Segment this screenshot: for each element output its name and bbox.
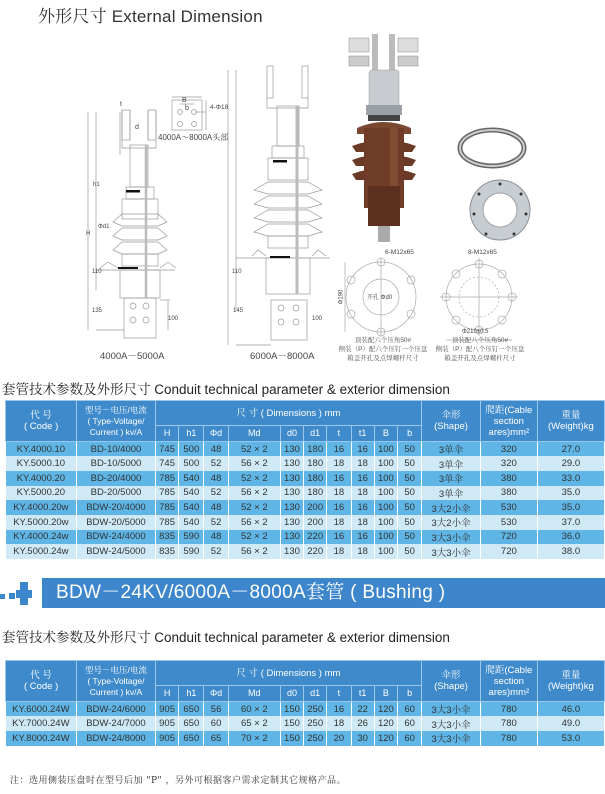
table-cell: 18 (327, 544, 352, 559)
table-cell: 150 (280, 731, 304, 746)
col-header-code (6, 661, 77, 702)
table-cell: 16 (327, 471, 352, 486)
header-text: ares)mm² (488, 686, 530, 698)
header-text: 伞形 (441, 670, 461, 681)
table-cell: 3大3小伞 (422, 544, 481, 559)
table-cell: BD-20/4000 (77, 471, 155, 486)
col-header-H: H (155, 686, 179, 702)
col-header-d1: d1 (304, 426, 327, 442)
dim-label-phid1: Φd1 (98, 224, 110, 230)
header-text: 爬距(Cable (485, 664, 533, 676)
table-cell: 60 (398, 716, 422, 731)
table-cell: BDW-24/6000 (77, 702, 155, 717)
left-drawing-caption: 4000A－5000A (100, 351, 165, 362)
table-cell: 720 (480, 530, 537, 545)
dim-label-H: H (86, 231, 91, 237)
table-cell: 250 (304, 702, 327, 717)
header-text: section (493, 675, 524, 687)
table-cell: KY.5000.24w (6, 544, 77, 559)
col-header-type (77, 401, 155, 442)
table-cell: KY.5000.10 (6, 456, 77, 471)
table-cell: 35.0 (537, 500, 604, 515)
header-text: 型号－电压/电流 (85, 664, 147, 675)
table-row (6, 716, 605, 731)
table-cell: 780 (480, 702, 537, 717)
page-title: 外形尺寸 External Dimension (38, 7, 263, 26)
col-header-code (6, 401, 77, 442)
table-cell: 150 (280, 716, 304, 731)
flange8-note (430, 336, 530, 363)
table-cell: 3大2小伞 (422, 515, 481, 530)
header-text: Current ) kv/A (89, 426, 143, 437)
spec-table-2-body (6, 702, 605, 746)
table-cell: BD-10/5000 (77, 456, 155, 471)
table-cell: 36.0 (537, 530, 604, 545)
table-cell: 16 (327, 702, 352, 717)
table-cell: 30 (351, 731, 374, 746)
table-cell: 60 (204, 716, 229, 731)
table-cell: 320 (480, 442, 537, 457)
table-cell: 905 (155, 716, 179, 731)
section1-heading: 套管技术参数及外形尺寸 Conduit technical parameter & exterior dimension (2, 382, 450, 397)
header-text: 爬距(Cable (485, 404, 533, 416)
flange6-bolt-label: 6-M12x65 (385, 249, 414, 256)
table-row (6, 731, 605, 746)
table-cell: 52 (204, 544, 229, 559)
table-cell: 53.0 (537, 731, 604, 746)
table-cell: 100 (374, 500, 398, 515)
spec-table-1 (5, 400, 605, 559)
table-cell: KY.5000.20w (6, 515, 77, 530)
col-header-Md: Md (228, 426, 280, 442)
table-cell: 18 (351, 456, 374, 471)
dim-label-b: b (185, 105, 189, 112)
table-cell: BDW-20/5000 (77, 515, 155, 530)
table-cell: 56 × 2 (228, 515, 280, 530)
col-header-phid: Φd (204, 686, 229, 702)
table-cell: 100 (374, 471, 398, 486)
table-cell: 56 × 2 (228, 456, 280, 471)
table-cell: 130 (280, 456, 304, 471)
table-cell: 785 (155, 500, 179, 515)
table-cell: 720 (480, 544, 537, 559)
table-cell: 18 (351, 486, 374, 501)
table-cell: 33.0 (537, 471, 604, 486)
table-cell: 120 (374, 702, 398, 717)
header-text: ( Code ) (23, 681, 59, 692)
table-cell: 60 (398, 731, 422, 746)
table-cell: KY.4000.24w (6, 530, 77, 545)
table-cell: KY.4000.10 (6, 442, 77, 457)
flange6-note-line: 侧装（P）配六个压钉一个压盘 (338, 346, 428, 353)
table-cell: 785 (155, 515, 179, 530)
table-cell: 250 (304, 731, 327, 746)
flange8-dia-label: Φ210±0.5 (462, 329, 489, 335)
table-cell: BDW-24/7000 (77, 716, 155, 731)
table-cell: BDW-24/4000 (77, 530, 155, 545)
table-cell: 835 (155, 544, 179, 559)
table-cell: 745 (155, 442, 179, 457)
dim-label-100-b: 100 (312, 316, 323, 322)
table-cell: 380 (480, 486, 537, 501)
table-cell: 35.0 (537, 486, 604, 501)
flange6-hole-label: 开孔 Φd0 (367, 295, 393, 301)
col-header-t: t (327, 686, 352, 702)
table-cell: 18 (351, 544, 374, 559)
dim-label-h1: h1 (93, 182, 100, 188)
footnote: 注：选用侧装压盘时在型号后加 "P" ，另外可根据客户需求定制其它规格产品。 (10, 776, 347, 786)
section2-heading: 套管技术参数及外形尺寸 Conduit technical parameter & exterior dimension (2, 630, 450, 645)
table-cell: 3大3小伞 (422, 702, 481, 717)
flange8-note-line: 箱盖开孔及点焊螺杆尺寸 (444, 355, 516, 362)
table-cell: 52 (204, 486, 229, 501)
table-cell: 18 (327, 486, 352, 501)
table-cell: 180 (304, 471, 327, 486)
table-cell: 37.0 (537, 515, 604, 530)
middle-drawing-caption: 6000A－8000A (250, 351, 315, 362)
table-cell: 56 × 2 (228, 486, 280, 501)
table-cell: BD-20/5000 (77, 486, 155, 501)
table-cell: 500 (179, 442, 204, 457)
col-header-dimensions: 尺 寸 ( Dimensions ) mm (155, 401, 421, 426)
table-cell: 52 × 2 (228, 442, 280, 457)
header-text: Current ) kv/A (89, 686, 143, 697)
table-row (6, 500, 605, 515)
table-cell: 50 (398, 486, 422, 501)
header-text: 代 号 (30, 410, 52, 421)
table-cell: 200 (304, 500, 327, 515)
table-cell: BD-10/4000 (77, 442, 155, 457)
dim-label-110-b: 110 (232, 269, 242, 275)
header-text: 重量 (561, 670, 581, 681)
flange6-note (333, 336, 433, 363)
table-cell: 38.0 (537, 544, 604, 559)
dimension-drawings-svg (0, 26, 605, 366)
table-cell: 100 (374, 544, 398, 559)
col-header-phid: Φd (204, 426, 229, 442)
flange6-dia-label: Φ190 (338, 289, 345, 305)
header-text: (Shape) (434, 421, 468, 432)
table-cell: 3单伞 (422, 456, 481, 471)
header-text: 代 号 (30, 670, 52, 681)
table-cell: 65 × 2 (228, 716, 280, 731)
table-cell: 3大2小伞 (422, 500, 481, 515)
table-cell: 18 (327, 716, 352, 731)
table-cell: 540 (179, 515, 204, 530)
table-cell: 49.0 (537, 716, 604, 731)
table-cell: 530 (480, 515, 537, 530)
header-text: (Weight)kg (547, 421, 594, 432)
header-text: 重量 (561, 410, 581, 421)
table-cell: 50 (398, 442, 422, 457)
table-cell: 29.0 (537, 456, 604, 471)
table-cell: 70 × 2 (228, 731, 280, 746)
col-header-weight (537, 661, 604, 702)
header-text: (Shape) (434, 681, 468, 692)
table-row (6, 544, 605, 559)
table-cell: 20 (327, 731, 352, 746)
header-text: ( Type-Voltage/ (87, 675, 145, 686)
table-cell: 220 (304, 544, 327, 559)
spec-table-1-body (6, 442, 605, 560)
table-cell: 3大3小伞 (422, 530, 481, 545)
flange8-note-line: 侧装（P）配八个压钉一个压盘 (435, 346, 525, 353)
table-cell: 50 (398, 530, 422, 545)
col-header-d0: d0 (280, 686, 304, 702)
table-cell: 650 (179, 716, 204, 731)
table-cell: 745 (155, 456, 179, 471)
table-cell: 130 (280, 486, 304, 501)
table-cell: KY.6000.24W (6, 702, 77, 717)
table-cell: 60 × 2 (228, 702, 280, 717)
table-cell: 18 (327, 456, 352, 471)
table-cell: BDW-20/4000 (77, 500, 155, 515)
col-header-dimensions: 尺 寸 ( Dimensions ) mm (155, 661, 421, 686)
table-cell: 16 (351, 530, 374, 545)
table-cell: 3单伞 (422, 471, 481, 486)
header-text: ( Code ) (23, 421, 59, 432)
table-cell: 180 (304, 442, 327, 457)
table-cell: 52 (204, 515, 229, 530)
col-header-d1: d1 (304, 686, 327, 702)
table-cell: 60 (398, 702, 422, 717)
flange-rings-photo (460, 130, 530, 240)
table-cell: 48 (204, 500, 229, 515)
dim-label-d: d (135, 124, 139, 131)
table-row (6, 486, 605, 501)
table-cell: 200 (304, 515, 327, 530)
col-header-H: H (155, 426, 179, 442)
dim-label-145: 145 (233, 308, 244, 314)
table-cell: 100 (374, 486, 398, 501)
table-cell: 3大3小伞 (422, 716, 481, 731)
table-cell: 50 (398, 544, 422, 559)
table-cell: 100 (374, 442, 398, 457)
table-cell: KY.7000.24W (6, 716, 77, 731)
dim-label-135: 135 (92, 308, 103, 314)
table-cell: 16 (327, 442, 352, 457)
table-cell: 16 (351, 442, 374, 457)
col-header-h1: h1 (179, 426, 204, 442)
table-cell: 590 (179, 544, 204, 559)
table-cell: 130 (280, 471, 304, 486)
table-cell: 65 (204, 731, 229, 746)
flange6-note-line: 箱盖开孔及点焊螺杆尺寸 (347, 355, 419, 362)
head-detail-caption: 4000A～8000A头部 (158, 133, 229, 142)
table-cell: 130 (280, 515, 304, 530)
table-cell: 27.0 (537, 442, 604, 457)
col-header-creepage (480, 661, 537, 702)
table-cell: 120 (374, 716, 398, 731)
table-cell: KY.8000.24W (6, 731, 77, 746)
table-cell: 220 (304, 530, 327, 545)
table-cell: 16 (327, 500, 352, 515)
table-cell: 500 (179, 456, 204, 471)
table-cell: 100 (374, 515, 398, 530)
table-cell: 52 × 2 (228, 500, 280, 515)
table-cell: 590 (179, 530, 204, 545)
table-cell: KY.4000.20w (6, 500, 77, 515)
table-row (6, 456, 605, 471)
table-cell: 835 (155, 530, 179, 545)
dim-label-110: 110 (92, 269, 102, 275)
table-cell: BDW-24/8000 (77, 731, 155, 746)
table-cell: 3单伞 (422, 486, 481, 501)
table-cell: 26 (351, 716, 374, 731)
table-row (6, 471, 605, 486)
table-cell: 48 (204, 471, 229, 486)
dim-label-100: 100 (168, 316, 179, 322)
head-hole-label: 4-Φ18 (210, 104, 229, 111)
product-banner: BDW－24KV/6000A－8000A套管 ( Bushing ) (42, 578, 605, 608)
table-cell: 650 (179, 731, 204, 746)
table-cell: 780 (480, 731, 537, 746)
table-cell: 180 (304, 456, 327, 471)
table-cell: 52 × 2 (228, 530, 280, 545)
table-cell: 3单伞 (422, 442, 481, 457)
table-cell: 3大3小伞 (422, 731, 481, 746)
table-cell: 780 (480, 716, 537, 731)
table-cell: 650 (179, 702, 204, 717)
table-cell: 48 (204, 530, 229, 545)
table-cell: 250 (304, 716, 327, 731)
table-row (6, 442, 605, 457)
table-cell: 46.0 (537, 702, 604, 717)
flange6-note-line: 顶装配六个压角50# (354, 337, 412, 344)
col-header-t1: t1 (351, 426, 374, 442)
dim-label-B: B (182, 97, 187, 104)
table-cell: 16 (351, 500, 374, 515)
table-cell: BDW-24/5000 (77, 544, 155, 559)
table-cell: 540 (179, 486, 204, 501)
table-row (6, 515, 605, 530)
table-cell: 52 × 2 (228, 471, 280, 486)
table-cell: 130 (280, 442, 304, 457)
header-text: section (493, 415, 524, 427)
table-cell: KY.4000.20 (6, 471, 77, 486)
col-header-t1: t1 (351, 686, 374, 702)
table-cell: 785 (155, 471, 179, 486)
table-row (6, 702, 605, 717)
spec-table-2 (5, 660, 605, 746)
col-header-creepage (480, 401, 537, 442)
table-cell: 56 × 2 (228, 544, 280, 559)
table-cell: 50 (398, 456, 422, 471)
col-header-d0: d0 (280, 426, 304, 442)
col-header-B: B (374, 426, 398, 442)
dim-label-t: t (120, 101, 122, 108)
table-cell: 120 (374, 731, 398, 746)
table-cell: 52 (204, 456, 229, 471)
table-cell: 785 (155, 486, 179, 501)
table-cell: 320 (480, 456, 537, 471)
technical-drawings (0, 26, 605, 366)
table-cell: 56 (204, 702, 229, 717)
table-cell: 540 (179, 500, 204, 515)
col-header-b: b (398, 686, 422, 702)
table-cell: 905 (155, 702, 179, 717)
col-header-Md: Md (228, 686, 280, 702)
table-cell: 22 (351, 702, 374, 717)
table-cell: 130 (280, 500, 304, 515)
table-cell: 18 (327, 515, 352, 530)
table-cell: 18 (351, 515, 374, 530)
header-text: 伞形 (441, 410, 461, 421)
header-text: (Weight)kg (547, 681, 594, 692)
section-bullet-icon (0, 580, 36, 606)
table-cell: 50 (398, 471, 422, 486)
col-header-b: b (398, 426, 422, 442)
flange8-note-line: 顶装配八个压角50# (451, 337, 509, 344)
col-header-t: t (327, 426, 352, 442)
table-cell: 380 (480, 471, 537, 486)
col-header-type (77, 661, 155, 702)
col-header-weight (537, 401, 604, 442)
bushing-photo (349, 34, 418, 242)
table-cell: 905 (155, 731, 179, 746)
table-cell: 150 (280, 702, 304, 717)
header-text: ( Type-Voltage/ (87, 415, 145, 426)
flange8-bolt-label: 8-M12x65 (468, 249, 497, 256)
table-cell: KY.5000.20 (6, 486, 77, 501)
table-cell: 130 (280, 530, 304, 545)
table-row (6, 530, 605, 545)
header-text: ares)mm² (488, 426, 530, 438)
table-cell: 16 (351, 471, 374, 486)
table-cell: 50 (398, 515, 422, 530)
header-text: 型号－电压/电流 (85, 404, 147, 415)
table-cell: 50 (398, 500, 422, 515)
col-header-B: B (374, 686, 398, 702)
table-cell: 530 (480, 500, 537, 515)
table-cell: 100 (374, 530, 398, 545)
table-cell: 180 (304, 486, 327, 501)
table-cell: 100 (374, 456, 398, 471)
table-cell: 48 (204, 442, 229, 457)
table-cell: 540 (179, 471, 204, 486)
table-cell: 16 (327, 530, 352, 545)
col-header-shape (422, 401, 481, 442)
table-cell: 130 (280, 544, 304, 559)
col-header-shape (422, 661, 481, 702)
col-header-h1: h1 (179, 686, 204, 702)
